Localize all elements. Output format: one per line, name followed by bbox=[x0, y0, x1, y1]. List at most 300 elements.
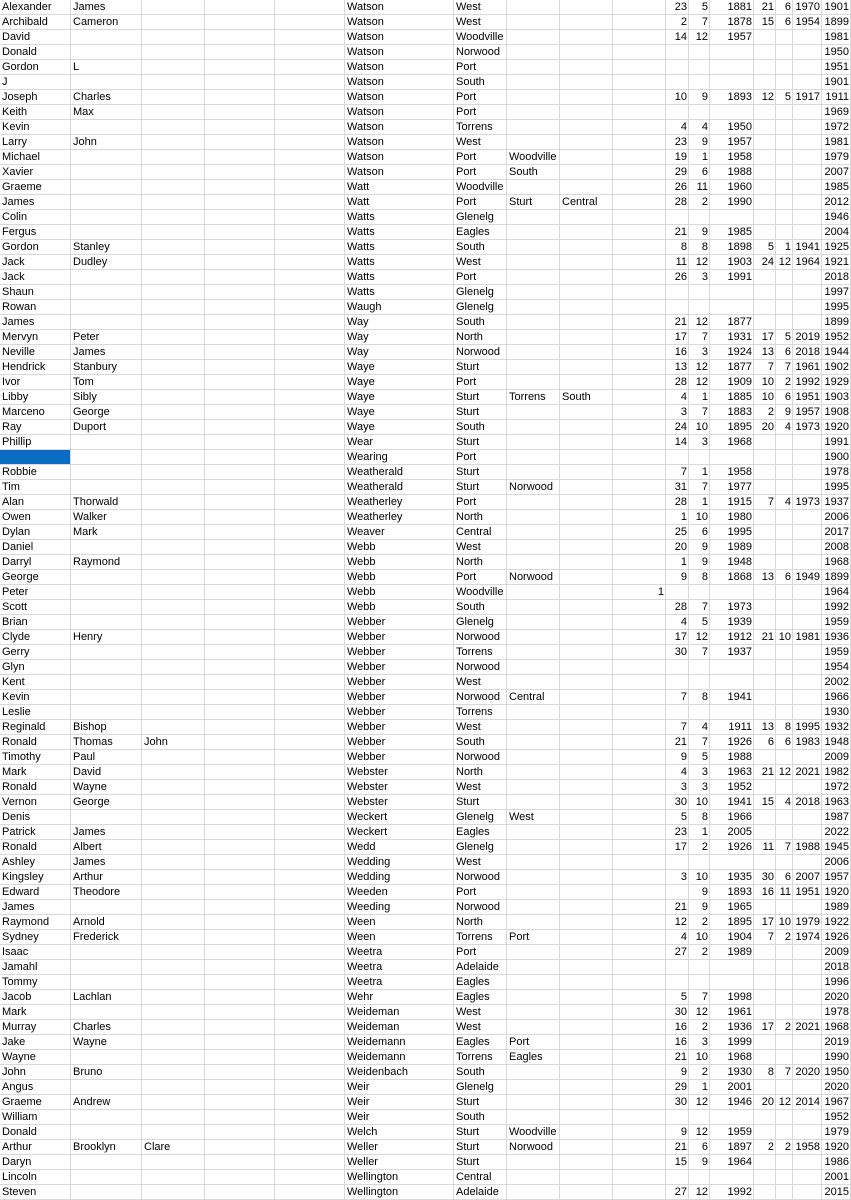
cell-first-name[interactable]: Neville bbox=[0, 345, 71, 360]
cell-club-2[interactable] bbox=[507, 990, 560, 1005]
cell-first-name[interactable]: George bbox=[0, 570, 71, 585]
cell-col-e[interactable] bbox=[275, 1005, 345, 1020]
cell-death-day[interactable]: 2 bbox=[754, 405, 776, 420]
cell-birth-year[interactable]: 1904 bbox=[710, 930, 754, 945]
cell-debut-year[interactable]: 2020 bbox=[822, 990, 851, 1005]
cell-debut-year[interactable]: 1990 bbox=[822, 1050, 851, 1065]
cell-col-l[interactable] bbox=[640, 225, 666, 240]
cell-birth-day[interactable]: 25 bbox=[666, 525, 689, 540]
cell-debut-year[interactable]: 1937 bbox=[822, 495, 851, 510]
cell-col-l[interactable] bbox=[640, 420, 666, 435]
cell-birth-month[interactable]: 7 bbox=[689, 735, 710, 750]
cell-death-day[interactable]: 21 bbox=[754, 630, 776, 645]
cell-col-d[interactable] bbox=[205, 1155, 275, 1170]
cell-third-name[interactable] bbox=[142, 570, 205, 585]
cell-col-l[interactable] bbox=[640, 795, 666, 810]
cell-debut-year[interactable]: 1944 bbox=[822, 345, 851, 360]
cell-col-e[interactable] bbox=[275, 660, 345, 675]
cell-debut-year[interactable]: 1920 bbox=[822, 885, 851, 900]
cell-birth-month[interactable]: 1 bbox=[689, 150, 710, 165]
table-row[interactable] bbox=[0, 945, 851, 960]
cell-first-name[interactable]: Vernon bbox=[0, 795, 71, 810]
cell-first-name[interactable]: Peter bbox=[0, 585, 71, 600]
cell-death-month[interactable]: 6 bbox=[776, 870, 793, 885]
cell-death-month[interactable]: 9 bbox=[776, 405, 793, 420]
cell-club-1[interactable]: South bbox=[454, 75, 507, 90]
cell-third-name[interactable] bbox=[142, 765, 205, 780]
cell-col-e[interactable] bbox=[275, 735, 345, 750]
cell-club-2[interactable] bbox=[507, 780, 560, 795]
cell-middle-name[interactable]: Tom bbox=[71, 375, 142, 390]
cell-first-name[interactable]: Ray bbox=[0, 420, 71, 435]
table-row[interactable] bbox=[0, 930, 851, 945]
cell-club-3[interactable] bbox=[560, 900, 613, 915]
cell-birth-day[interactable]: 7 bbox=[666, 720, 689, 735]
cell-birth-day[interactable] bbox=[666, 45, 689, 60]
cell-debut-year[interactable]: 2022 bbox=[822, 825, 851, 840]
cell-birth-year[interactable] bbox=[710, 60, 754, 75]
cell-death-day[interactable]: 6 bbox=[754, 735, 776, 750]
cell-surname[interactable]: Wedding bbox=[345, 870, 454, 885]
cell-debut-year[interactable]: 1945 bbox=[822, 840, 851, 855]
cell-birth-year[interactable] bbox=[710, 675, 754, 690]
cell-middle-name[interactable] bbox=[71, 435, 142, 450]
cell-col-l[interactable] bbox=[640, 480, 666, 495]
cell-club-3[interactable] bbox=[560, 600, 613, 615]
cell-club-3[interactable] bbox=[560, 15, 613, 30]
cell-club-3[interactable] bbox=[560, 180, 613, 195]
cell-middle-name[interactable]: Charles bbox=[71, 90, 142, 105]
cell-club-2[interactable] bbox=[507, 180, 560, 195]
table-row[interactable] bbox=[0, 855, 851, 870]
cell-surname[interactable]: Way bbox=[345, 345, 454, 360]
cell-birth-month[interactable]: 8 bbox=[689, 240, 710, 255]
cell-death-day[interactable] bbox=[754, 450, 776, 465]
cell-birth-year[interactable]: 1973 bbox=[710, 600, 754, 615]
cell-birth-year[interactable]: 1909 bbox=[710, 375, 754, 390]
cell-club-2[interactable] bbox=[507, 975, 560, 990]
cell-death-year[interactable] bbox=[793, 210, 822, 225]
cell-middle-name[interactable] bbox=[71, 165, 142, 180]
table-row[interactable] bbox=[0, 375, 851, 390]
cell-death-month[interactable] bbox=[776, 600, 793, 615]
cell-birth-month[interactable]: 10 bbox=[689, 930, 710, 945]
cell-first-name[interactable]: Donald bbox=[0, 1125, 71, 1140]
cell-col-e[interactable] bbox=[275, 495, 345, 510]
cell-club-2[interactable] bbox=[507, 225, 560, 240]
cell-col-l[interactable] bbox=[640, 315, 666, 330]
cell-club-1[interactable]: Adelaide bbox=[454, 960, 507, 975]
cell-third-name[interactable] bbox=[142, 1035, 205, 1050]
cell-middle-name[interactable] bbox=[71, 300, 142, 315]
cell-death-day[interactable] bbox=[754, 120, 776, 135]
cell-third-name[interactable] bbox=[142, 825, 205, 840]
cell-death-day[interactable] bbox=[754, 1185, 776, 1200]
cell-middle-name[interactable] bbox=[71, 810, 142, 825]
cell-middle-name[interactable] bbox=[71, 315, 142, 330]
cell-club-3[interactable] bbox=[560, 75, 613, 90]
cell-death-month[interactable] bbox=[776, 615, 793, 630]
cell-first-name[interactable]: Steven bbox=[0, 1185, 71, 1200]
cell-col-d[interactable] bbox=[205, 960, 275, 975]
cell-surname[interactable]: Watts bbox=[345, 210, 454, 225]
cell-birth-month[interactable]: 3 bbox=[689, 345, 710, 360]
cell-club-1[interactable]: Port bbox=[454, 450, 507, 465]
cell-death-year[interactable]: 1951 bbox=[793, 390, 822, 405]
table-row[interactable] bbox=[0, 300, 851, 315]
cell-col-e[interactable] bbox=[275, 570, 345, 585]
cell-debut-year[interactable]: 1995 bbox=[822, 480, 851, 495]
cell-birth-day[interactable]: 23 bbox=[666, 825, 689, 840]
cell-birth-year[interactable]: 1941 bbox=[710, 795, 754, 810]
cell-col-l[interactable] bbox=[640, 780, 666, 795]
cell-col-l[interactable] bbox=[640, 930, 666, 945]
cell-col-l[interactable] bbox=[640, 210, 666, 225]
cell-death-month[interactable]: 8 bbox=[776, 720, 793, 735]
cell-birth-month[interactable]: 9 bbox=[689, 90, 710, 105]
cell-club-3[interactable] bbox=[560, 870, 613, 885]
cell-col-l[interactable] bbox=[640, 435, 666, 450]
cell-birth-year[interactable]: 1968 bbox=[710, 435, 754, 450]
cell-death-month[interactable]: 4 bbox=[776, 420, 793, 435]
cell-death-day[interactable]: 13 bbox=[754, 720, 776, 735]
cell-death-day[interactable]: 7 bbox=[754, 930, 776, 945]
cell-club-1[interactable]: Port bbox=[454, 165, 507, 180]
cell-club-1[interactable]: Port bbox=[454, 885, 507, 900]
cell-death-year[interactable] bbox=[793, 75, 822, 90]
cell-death-year[interactable]: 1958 bbox=[793, 1140, 822, 1155]
cell-col-d[interactable] bbox=[205, 375, 275, 390]
cell-birth-month[interactable]: 2 bbox=[689, 840, 710, 855]
cell-first-name[interactable]: Denis bbox=[0, 810, 71, 825]
cell-col-e[interactable] bbox=[275, 390, 345, 405]
cell-club-1[interactable]: South bbox=[454, 240, 507, 255]
cell-club-2[interactable] bbox=[507, 375, 560, 390]
cell-club-2[interactable]: Port bbox=[507, 930, 560, 945]
cell-birth-day[interactable]: 9 bbox=[666, 570, 689, 585]
table-row[interactable] bbox=[0, 225, 851, 240]
cell-surname[interactable]: Wedding bbox=[345, 855, 454, 870]
table-row[interactable] bbox=[0, 705, 851, 720]
cell-surname[interactable]: Weidenbach bbox=[345, 1065, 454, 1080]
cell-club-1[interactable]: Sturt bbox=[454, 360, 507, 375]
cell-first-name[interactable]: Jack bbox=[0, 255, 71, 270]
cell-birth-month[interactable]: 12 bbox=[689, 375, 710, 390]
cell-club-3[interactable] bbox=[560, 150, 613, 165]
cell-club-3[interactable] bbox=[560, 1110, 613, 1125]
cell-first-name[interactable]: Sydney bbox=[0, 930, 71, 945]
cell-death-month[interactable] bbox=[776, 465, 793, 480]
cell-col-l[interactable] bbox=[640, 150, 666, 165]
cell-debut-year[interactable]: 1911 bbox=[822, 90, 851, 105]
cell-birth-day[interactable]: 21 bbox=[666, 225, 689, 240]
cell-middle-name[interactable] bbox=[71, 480, 142, 495]
cell-debut-year[interactable]: 1921 bbox=[822, 255, 851, 270]
cell-first-name[interactable]: Ronald bbox=[0, 840, 71, 855]
cell-col-e[interactable] bbox=[275, 525, 345, 540]
cell-surname[interactable]: Weir bbox=[345, 1095, 454, 1110]
cell-third-name[interactable] bbox=[142, 1050, 205, 1065]
cell-club-3[interactable] bbox=[560, 270, 613, 285]
cell-birth-year[interactable]: 1930 bbox=[710, 1065, 754, 1080]
cell-death-month[interactable] bbox=[776, 135, 793, 150]
cell-birth-month[interactable]: 2 bbox=[689, 1065, 710, 1080]
cell-birth-day[interactable] bbox=[666, 1110, 689, 1125]
cell-third-name[interactable] bbox=[142, 585, 205, 600]
cell-club-3[interactable] bbox=[560, 885, 613, 900]
cell-first-name[interactable]: Michael bbox=[0, 150, 71, 165]
cell-club-2[interactable] bbox=[507, 1110, 560, 1125]
cell-club-2[interactable] bbox=[507, 630, 560, 645]
cell-first-name[interactable]: Mervyn bbox=[0, 330, 71, 345]
cell-col-l[interactable] bbox=[640, 735, 666, 750]
cell-col-d[interactable] bbox=[205, 885, 275, 900]
cell-middle-name[interactable]: Thorwald bbox=[71, 495, 142, 510]
cell-first-name[interactable]: Jamahl bbox=[0, 960, 71, 975]
cell-col-d[interactable] bbox=[205, 480, 275, 495]
cell-club-2[interactable] bbox=[507, 1005, 560, 1020]
cell-death-month[interactable]: 11 bbox=[776, 885, 793, 900]
cell-col-d[interactable] bbox=[205, 720, 275, 735]
cell-middle-name[interactable]: Stanbury bbox=[71, 360, 142, 375]
cell-birth-month[interactable]: 1 bbox=[689, 1080, 710, 1095]
cell-col-l[interactable] bbox=[640, 1110, 666, 1125]
cell-col-d[interactable] bbox=[205, 930, 275, 945]
cell-third-name[interactable] bbox=[142, 960, 205, 975]
cell-death-day[interactable] bbox=[754, 705, 776, 720]
cell-club-1[interactable]: West bbox=[454, 135, 507, 150]
cell-death-day[interactable]: 10 bbox=[754, 390, 776, 405]
cell-death-month[interactable] bbox=[776, 1005, 793, 1020]
cell-birth-day[interactable]: 24 bbox=[666, 420, 689, 435]
cell-club-1[interactable]: Glenelg bbox=[454, 1080, 507, 1095]
table-row[interactable] bbox=[0, 1125, 851, 1140]
cell-club-3[interactable] bbox=[560, 225, 613, 240]
cell-debut-year[interactable]: 1985 bbox=[822, 180, 851, 195]
cell-middle-name[interactable]: James bbox=[71, 825, 142, 840]
cell-death-month[interactable] bbox=[776, 660, 793, 675]
cell-first-name[interactable]: Graeme bbox=[0, 180, 71, 195]
cell-birth-month[interactable]: 8 bbox=[689, 810, 710, 825]
cell-death-year[interactable] bbox=[793, 900, 822, 915]
cell-death-month[interactable] bbox=[776, 435, 793, 450]
cell-third-name[interactable] bbox=[142, 990, 205, 1005]
cell-death-day[interactable]: 13 bbox=[754, 345, 776, 360]
cell-club-1[interactable]: West bbox=[454, 780, 507, 795]
cell-club-2[interactable] bbox=[507, 270, 560, 285]
cell-club-1[interactable]: Torrens bbox=[454, 120, 507, 135]
cell-surname[interactable]: Weir bbox=[345, 1080, 454, 1095]
cell-death-year[interactable]: 2021 bbox=[793, 1020, 822, 1035]
cell-debut-year[interactable]: 1982 bbox=[822, 765, 851, 780]
cell-death-year[interactable] bbox=[793, 150, 822, 165]
cell-birth-month[interactable]: 7 bbox=[689, 645, 710, 660]
cell-club-3[interactable] bbox=[560, 405, 613, 420]
cell-first-name[interactable]: Raymond bbox=[0, 915, 71, 930]
cell-middle-name[interactable] bbox=[71, 75, 142, 90]
cell-col-d[interactable] bbox=[205, 555, 275, 570]
cell-birth-month[interactable] bbox=[689, 675, 710, 690]
cell-birth-day[interactable]: 8 bbox=[666, 240, 689, 255]
cell-debut-year[interactable]: 1950 bbox=[822, 45, 851, 60]
cell-col-l[interactable]: 1 bbox=[640, 585, 666, 600]
cell-birth-day[interactable]: 4 bbox=[666, 930, 689, 945]
cell-col-d[interactable] bbox=[205, 435, 275, 450]
cell-club-3[interactable] bbox=[560, 735, 613, 750]
cell-death-day[interactable] bbox=[754, 480, 776, 495]
cell-surname[interactable]: Ween bbox=[345, 930, 454, 945]
cell-club-1[interactable]: Norwood bbox=[454, 750, 507, 765]
cell-club-2[interactable] bbox=[507, 765, 560, 780]
cell-death-day[interactable]: 17 bbox=[754, 915, 776, 930]
cell-birth-month[interactable]: 7 bbox=[689, 990, 710, 1005]
table-row[interactable] bbox=[0, 885, 851, 900]
cell-col-d[interactable] bbox=[205, 255, 275, 270]
cell-birth-day[interactable]: 23 bbox=[666, 135, 689, 150]
cell-death-year[interactable]: 1954 bbox=[793, 15, 822, 30]
cell-birth-year[interactable]: 1991 bbox=[710, 270, 754, 285]
cell-birth-year[interactable]: 1937 bbox=[710, 645, 754, 660]
cell-first-name[interactable]: Kevin bbox=[0, 120, 71, 135]
cell-death-month[interactable]: 2 bbox=[776, 1140, 793, 1155]
cell-death-year[interactable] bbox=[793, 1110, 822, 1125]
cell-first-name[interactable]: Shaun bbox=[0, 285, 71, 300]
cell-club-2[interactable] bbox=[507, 960, 560, 975]
cell-col-d[interactable] bbox=[205, 1050, 275, 1065]
table-row[interactable] bbox=[0, 435, 851, 450]
cell-middle-name[interactable]: Cameron bbox=[71, 15, 142, 30]
cell-col-d[interactable] bbox=[205, 495, 275, 510]
cell-club-1[interactable]: Woodville bbox=[454, 30, 507, 45]
cell-col-e[interactable] bbox=[275, 210, 345, 225]
cell-death-day[interactable]: 20 bbox=[754, 1095, 776, 1110]
cell-birth-day[interactable]: 2 bbox=[666, 15, 689, 30]
cell-club-2[interactable] bbox=[507, 360, 560, 375]
cell-col-d[interactable] bbox=[205, 330, 275, 345]
cell-col-l[interactable] bbox=[640, 375, 666, 390]
cell-debut-year[interactable]: 2008 bbox=[822, 540, 851, 555]
cell-third-name[interactable] bbox=[142, 450, 205, 465]
cell-col-d[interactable] bbox=[205, 1065, 275, 1080]
cell-col-d[interactable] bbox=[205, 705, 275, 720]
cell-middle-name[interactable] bbox=[71, 1080, 142, 1095]
cell-surname[interactable]: Way bbox=[345, 330, 454, 345]
cell-birth-year[interactable]: 1881 bbox=[710, 0, 754, 15]
cell-surname[interactable]: Waugh bbox=[345, 300, 454, 315]
cell-club-1[interactable]: Port bbox=[454, 150, 507, 165]
cell-death-day[interactable]: 8 bbox=[754, 1065, 776, 1080]
cell-third-name[interactable] bbox=[142, 180, 205, 195]
cell-death-year[interactable] bbox=[793, 750, 822, 765]
cell-death-day[interactable] bbox=[754, 1170, 776, 1185]
cell-birth-year[interactable]: 1924 bbox=[710, 345, 754, 360]
cell-surname[interactable]: Weatherald bbox=[345, 465, 454, 480]
table-row[interactable] bbox=[0, 555, 851, 570]
cell-birth-year[interactable] bbox=[710, 855, 754, 870]
cell-surname[interactable]: Webster bbox=[345, 795, 454, 810]
cell-debut-year[interactable]: 1899 bbox=[822, 315, 851, 330]
cell-club-2[interactable] bbox=[507, 675, 560, 690]
cell-first-name[interactable]: Archibald bbox=[0, 15, 71, 30]
cell-death-month[interactable] bbox=[776, 285, 793, 300]
cell-club-3[interactable] bbox=[560, 105, 613, 120]
cell-club-3[interactable] bbox=[560, 60, 613, 75]
cell-surname[interactable]: Watson bbox=[345, 0, 454, 15]
cell-death-day[interactable] bbox=[754, 1005, 776, 1020]
cell-death-day[interactable]: 21 bbox=[754, 0, 776, 15]
cell-club-1[interactable]: Norwood bbox=[454, 630, 507, 645]
table-row[interactable] bbox=[0, 1065, 851, 1080]
cell-birth-day[interactable]: 29 bbox=[666, 165, 689, 180]
cell-death-year[interactable] bbox=[793, 195, 822, 210]
table-row[interactable] bbox=[0, 465, 851, 480]
cell-club-2[interactable] bbox=[507, 885, 560, 900]
cell-surname[interactable]: Webb bbox=[345, 540, 454, 555]
cell-col-l[interactable] bbox=[640, 1155, 666, 1170]
cell-col-l[interactable] bbox=[640, 570, 666, 585]
cell-club-3[interactable] bbox=[560, 360, 613, 375]
cell-death-day[interactable]: 10 bbox=[754, 375, 776, 390]
cell-third-name[interactable] bbox=[142, 630, 205, 645]
cell-birth-day[interactable]: 1 bbox=[666, 555, 689, 570]
cell-middle-name[interactable] bbox=[71, 450, 142, 465]
cell-col-e[interactable] bbox=[275, 915, 345, 930]
cell-birth-day[interactable]: 17 bbox=[666, 840, 689, 855]
cell-col-e[interactable] bbox=[275, 345, 345, 360]
cell-col-d[interactable] bbox=[205, 1095, 275, 1110]
cell-col-l[interactable] bbox=[640, 555, 666, 570]
cell-middle-name[interactable]: Max bbox=[71, 105, 142, 120]
cell-death-month[interactable] bbox=[776, 60, 793, 75]
cell-third-name[interactable] bbox=[142, 435, 205, 450]
cell-debut-year[interactable]: 1932 bbox=[822, 720, 851, 735]
cell-death-day[interactable] bbox=[754, 1080, 776, 1095]
cell-third-name[interactable] bbox=[142, 1065, 205, 1080]
cell-middle-name[interactable]: Paul bbox=[71, 750, 142, 765]
cell-surname[interactable]: Watts bbox=[345, 285, 454, 300]
cell-col-e[interactable] bbox=[275, 720, 345, 735]
cell-surname[interactable]: Watson bbox=[345, 150, 454, 165]
cell-club-1[interactable]: Port bbox=[454, 945, 507, 960]
cell-first-name[interactable]: Dylan bbox=[0, 525, 71, 540]
cell-birth-month[interactable]: 1 bbox=[689, 465, 710, 480]
cell-club-3[interactable] bbox=[560, 345, 613, 360]
cell-club-3[interactable] bbox=[560, 210, 613, 225]
cell-surname[interactable]: Watts bbox=[345, 255, 454, 270]
cell-debut-year[interactable]: 2018 bbox=[822, 960, 851, 975]
cell-third-name[interactable] bbox=[142, 780, 205, 795]
cell-club-1[interactable]: Torrens bbox=[454, 645, 507, 660]
cell-middle-name[interactable]: L bbox=[71, 60, 142, 75]
cell-death-month[interactable] bbox=[776, 510, 793, 525]
cell-death-day[interactable] bbox=[754, 1155, 776, 1170]
cell-club-1[interactable]: Norwood bbox=[454, 45, 507, 60]
cell-surname[interactable]: Watson bbox=[345, 90, 454, 105]
table-row[interactable] bbox=[0, 45, 851, 60]
cell-col-l[interactable] bbox=[640, 975, 666, 990]
cell-middle-name[interactable] bbox=[71, 270, 142, 285]
table-row[interactable] bbox=[0, 600, 851, 615]
cell-club-3[interactable] bbox=[560, 375, 613, 390]
cell-birth-month[interactable]: 2 bbox=[689, 1020, 710, 1035]
cell-middle-name[interactable] bbox=[71, 975, 142, 990]
cell-col-l[interactable] bbox=[640, 720, 666, 735]
cell-third-name[interactable] bbox=[142, 1185, 205, 1200]
cell-death-day[interactable] bbox=[754, 105, 776, 120]
cell-death-year[interactable] bbox=[793, 450, 822, 465]
cell-death-day[interactable] bbox=[754, 660, 776, 675]
cell-col-d[interactable] bbox=[205, 75, 275, 90]
